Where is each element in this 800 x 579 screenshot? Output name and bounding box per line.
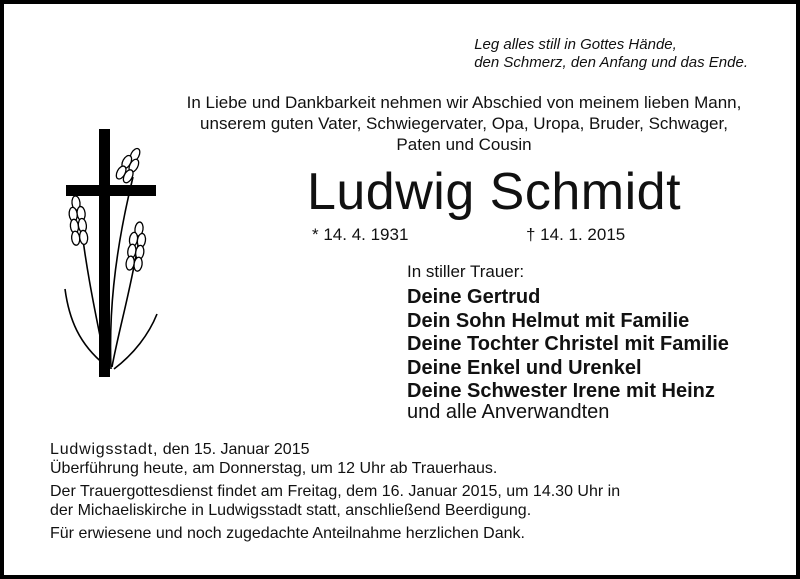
service-info-line-1: Der Trauergottesdienst findet am Freitag, dem 16. Januar 2015, um 14.30 Uhr in: [50, 483, 621, 500]
service-info-line-2: der Michaeliskirche in Ludwigsstadt statt, anschließend Beerdigung.: [50, 502, 532, 519]
intro-line-3: Paten und Cousin: [396, 135, 532, 154]
deceased-name: Ludwig Schmidt: [306, 163, 682, 221]
mourner-item: Deine Tochter Christel mit Familie: [407, 333, 729, 355]
motto-quote: [474, 36, 748, 72]
cross-with-wheat-icon: [59, 129, 169, 379]
other-relatives: und alle Anverwandten: [407, 401, 610, 423]
intro-text: [164, 92, 764, 155]
motto-line-2: den Schmerz, den Anfang und das Ende.: [474, 54, 748, 71]
mourners-list: [407, 286, 729, 404]
mourning-heading: In stiller Trauer:: [407, 262, 525, 281]
mourner-item: Deine Gertrud: [407, 286, 541, 308]
thanks-line: Für erwiesene und noch zugedachte Anteilnahme herzlichen Dank.: [50, 525, 525, 542]
birth-date: * 14. 4. 1931: [312, 225, 409, 244]
death-date: † 14. 1. 2015: [526, 225, 626, 244]
transfer-info: Überführung heute, am Donnerstag, um 12 Uhr ab Trauerhaus.: [50, 460, 498, 477]
place-name: Ludwigsstadt,: [50, 441, 159, 458]
mourner-item: Dein Sohn Helmut mit Familie: [407, 309, 690, 332]
motto-line-1: Leg alles still in Gottes Hände,: [474, 36, 677, 53]
intro-line-1: In Liebe und Dankbarkeit nehmen wir Abschied von meinem lieben Mann,: [186, 93, 742, 112]
place-date-line: [50, 440, 620, 459]
mourner-item: Deine Schwester Irene mit Heinz: [407, 380, 715, 402]
mourner-item: Deine Enkel und Urenkel: [407, 356, 642, 379]
intro-line-2: unserem guten Vater, Schwiegervater, Opa, Uropa, Bruder, Schwager,: [200, 114, 728, 133]
footer-text: [50, 440, 620, 543]
notice-date: den 15. Januar 2015: [158, 441, 310, 458]
